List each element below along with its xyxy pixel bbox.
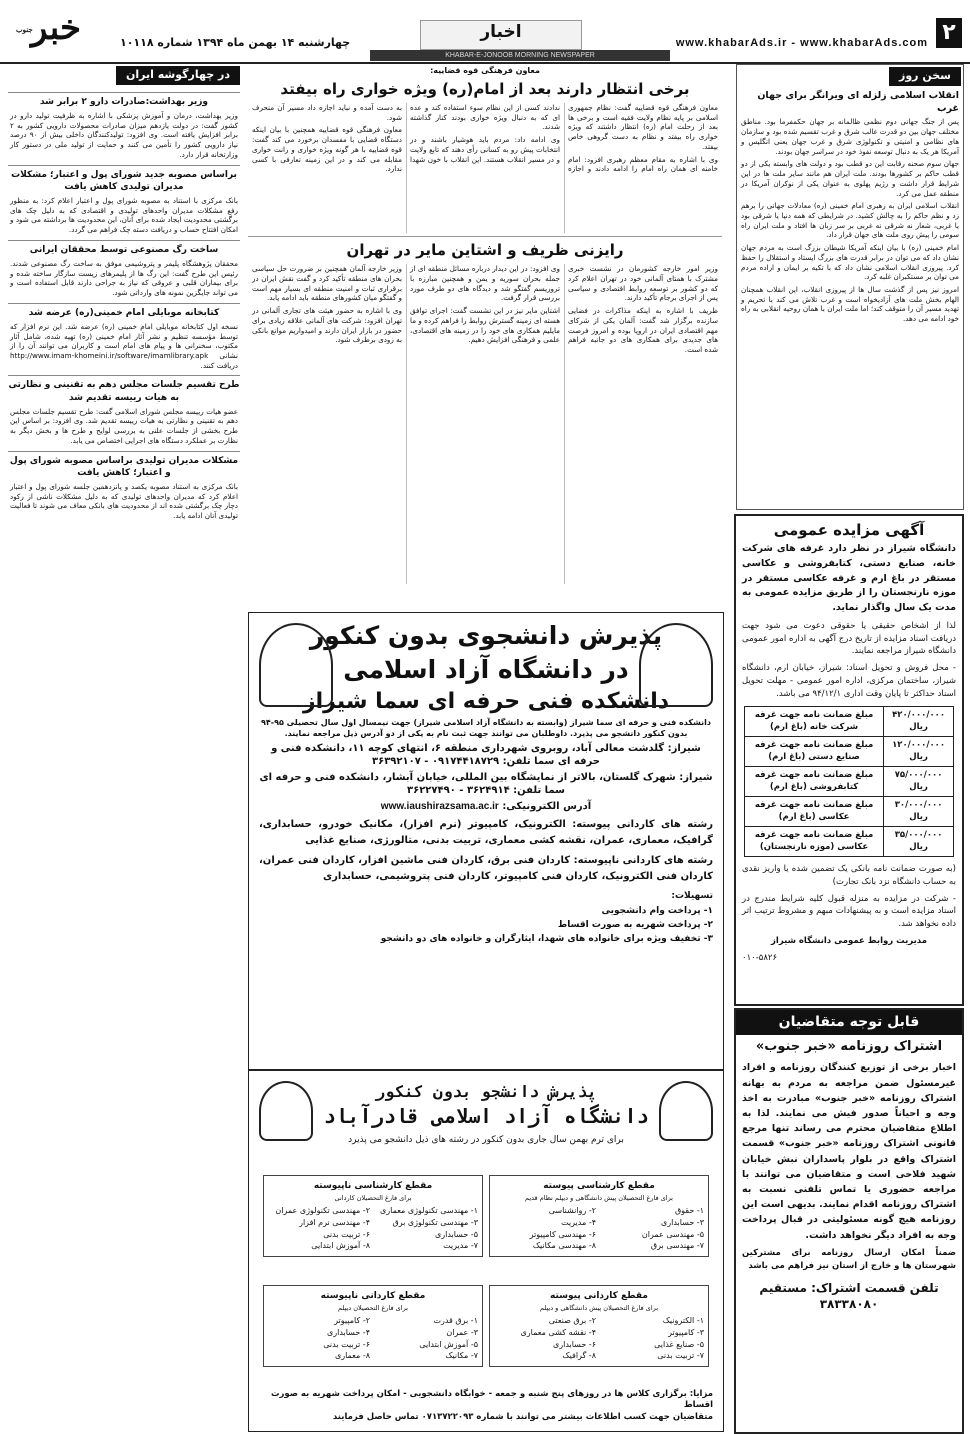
ad-perk: ۳- تخفیف ویژه برای خانواده های شهدا، ایثارگران و خانواده های دو دانشجو bbox=[380, 934, 713, 945]
main-article-headline: برخی انتظار دارند بعد از امام(ره) ویژه خواری راه بیفتد bbox=[280, 79, 690, 98]
main-news-column bbox=[248, 64, 722, 616]
program-item: ۶- تربیت بدنی bbox=[323, 1339, 370, 1349]
ad-fields: رشته های کاردانی پیوسته: الکترونیک، کامپیوتر (نرم افزار)، مکانیک خودرو، حسابداری، گرافیک، معماری، عمران، نقشه کشی معماری، تربیت بدنی، متالورژی، صنایع غذایی bbox=[259, 819, 713, 847]
auction-signature: مدیریت روابط عمومی دانشگاه شیراز bbox=[771, 935, 927, 946]
ad-footer bbox=[259, 1389, 713, 1423]
main-article-kicker: معاون فرهنگی قوه قضاییه: bbox=[430, 66, 540, 75]
program-item: ۸- آموزش ابتدایی bbox=[311, 1241, 370, 1251]
ad-title: دانشگاه آزاد اسلامی قادرآباد bbox=[323, 1103, 649, 1128]
editorial-body bbox=[737, 117, 963, 323]
fee-label: مبلغ ضمانت نامه جهت غرفه کتابفروشی (باغ ارم) bbox=[745, 767, 884, 797]
fee-value: ۴۲۰/۰۰۰/۰۰۰ ریال bbox=[884, 707, 954, 737]
main-article-paragraph: معاون فرهنگی قوه قضاییه گفت: نظام جمهوری اسلامی بر پایه نظام ولایت فقیه است و برخی ها بعد از رحلت امام (ره) انتظار داشتند که ویژه خواری راه بیفتد و نظام به دست گروهی خاص بیفتد. bbox=[568, 103, 718, 151]
ad-contact: متقاضیان جهت کسب اطلاعات بیشتر می توانند با شماره ۰۷۱۳۷۲۲۰۹۳ تماس حاصل فرمایند bbox=[332, 1411, 713, 1422]
program-item: ۵- مهندسی عمران bbox=[641, 1229, 704, 1239]
program-sub: برای فارغ التحصیلان دیپلم bbox=[338, 1304, 408, 1313]
editorial-headline: انقلاب اسلامی زلزله ای ویرانگر برای جهان غرب bbox=[757, 89, 959, 114]
second-article-headline: رایزنی ظریف و اشتاین مایر در تهران bbox=[346, 241, 624, 260]
program-title: مقطع کارشناسی پیوسته bbox=[543, 1181, 655, 1191]
program-item: ۳- مهندسی تکنولوژی برق bbox=[392, 1217, 478, 1227]
auction-body: دانشگاه شیراز در نظر دارد غرفه های شرکت خانه، صنایع دستی، کتابفروشی و عکاسی مستقر در باغ ارم و غرفه عکاسی مستقر در موزه نارنجستان را از طریق مزایده عمومی به مدت یک سال واگذار نماید. bbox=[742, 543, 956, 614]
auction-body: (به صورت ضمانت نامه بانکی یک تضمین شده یا واریز نقدی به حساب دانشگاه نزد بانک تجارت) bbox=[742, 864, 956, 887]
program-item: ۴- مهندسی نرم افزار bbox=[299, 1217, 370, 1227]
program-box bbox=[263, 1175, 483, 1257]
ad-website-url[interactable]: www.iaushirazsama.ac.ir bbox=[380, 800, 499, 812]
guarantee-table bbox=[744, 706, 954, 857]
program-item: ۱- مهندسی تکنولوژی معماری bbox=[380, 1205, 478, 1215]
editorial-paragraph: امروز نیز پس از گذشت سال ها از پیروزی انقلاب، این انقلاب همچنان الهام بخش ملت های آزادیخواه است و غرب تلاش می کند با تحریم و تهدید مسیر آن را متوقف کند؛ اما ملت ایران با همان روحیه انقلابی به راه خود ادامه می دهد. bbox=[741, 284, 959, 324]
second-article-paragraph: وی با اشاره به حضور هیئت های تجاری آلمانی در تهران افزود: شرکت های آلمانی علاقه زیادی برای حضور در بازار ایران دارند و امیدواریم موانع بانکی به زودی برطرف شود. bbox=[252, 306, 402, 345]
program-item: ۱- برق قدرت bbox=[433, 1315, 478, 1325]
editorial-paragraph: جهان سوم صحنه رقابت این دو قطب بود و دولت های وابسته یکی از دو قطب حاکم بر کشورها بودند. ملت ایران هم مانند سایر ملت ها در این شرایط قرار داشت و رژیم پهلوی به عنوان یکی از نوکران آمریکا در منطقه عمل می کرد. bbox=[741, 159, 959, 198]
table-row bbox=[745, 737, 954, 767]
ad-perks: مزایا: برگزاری کلاس ها در روزهای پنج شنبه و جمعه - خوابگاه دانشجویی - امکان پرداخت شهریه به صورت اقساط bbox=[270, 1388, 713, 1411]
program-item: ۸- گرافیک bbox=[562, 1351, 596, 1361]
page-header bbox=[0, 0, 970, 64]
fee-label: مبلغ ضمانت نامه جهت غرفه صنایع دستی (باغ ارم) bbox=[745, 737, 884, 767]
auction-title: آگهی مزایده عمومی bbox=[773, 521, 925, 539]
main-article-body bbox=[248, 103, 722, 233]
news-item-title: مشکلات مدیران تولیدی براساس مصوبه شورای پول و اعتبار؛ کاهش یافت bbox=[8, 451, 240, 479]
auction-code: ۰۱۰-۵۸۲۶ bbox=[742, 952, 778, 963]
ad-address: شیراز: گلدشت معالی آباد، روبروی شهرداری منطقه ۶، انتهای کوچه ۱۱، دانشکده فنی و حرفه ای سما تلفن: ۰۹۱۷۴۴۱۸۷۲۹ - ۳۶۳۹۲۱۰۷ bbox=[271, 742, 701, 768]
editorial-paragraph: انقلاب اسلامی ایران به رهبری امام خمینی (ره) معادلات جهانی را برهم زد و نظم حاکم را به چالش کشید. در شرایطی که همه دنیا یا شرقی بود یا غربی، شعار نه شرقی نه غربی بر سر زبان ها افتاد و ملت ایران راه سومی را پیش روی ملت های جهان قرار داد. bbox=[741, 201, 959, 240]
auction-body: - شرکت در مزایده به منزله قبول کلیه شرایط مندرج در اسناد مزایده است و به پیشنهادات مبهم و مشروط ترتیب اثر داده نخواهد شد. bbox=[742, 893, 956, 930]
editorial-badge: سخن روز bbox=[889, 67, 961, 86]
program-title: مقطع کاردانی پیوسته bbox=[550, 1291, 648, 1301]
ad-website-label: آدرس الکترونیکی: bbox=[502, 800, 592, 812]
qadirabad-admission-ad bbox=[248, 1070, 724, 1432]
ad-perk: ۱- پرداخت وام دانشجویی bbox=[601, 905, 713, 916]
main-article-paragraph: وی ادامه داد: مردم باید هوشیار باشند و در انتخابات پیش رو به کسانی رأی دهند که تابع ولایت و در مسیر انقلاب هستند. این انقلاب با خون شهدا به دست آمده و نباید اجازه داد مسیر آن منحرف شود. bbox=[252, 103, 560, 164]
second-article-paragraph: وی افزود: در این دیدار درباره مسائل منطقه ای از جمله بحران سوریه و یمن و همچنین مبارزه با تروریسم گفتگو شد و دیدگاه های دو طرف مورد بررسی قرار گرفت. bbox=[410, 264, 560, 303]
province-news-badge: در چهارگوشه ایران bbox=[116, 66, 240, 85]
program-item: ۶- مهندسی کامپیوتر bbox=[529, 1229, 596, 1239]
program-item: ۷- تربیت بدنی bbox=[657, 1351, 704, 1361]
program-box bbox=[489, 1285, 709, 1367]
main-article-paragraph: معاون فرهنگی قوه قضاییه همچنین با بیان اینکه دستگاه قضایی با مفسدان برخورد می کند گفت: قوه قضاییه با هر گونه ویژه خواری و رانت خواری مقابله می کند و در این زمینه تعارفی با کسی ندارد. bbox=[252, 125, 402, 174]
program-item: ۴- نقشه کشی معماری bbox=[520, 1327, 596, 1337]
program-sub: برای فارغ التحصیلان پیش دانشگاهی و دیپلم نظام قدیم bbox=[525, 1194, 673, 1203]
program-item: ۶- حسابداری bbox=[552, 1339, 596, 1349]
subscription-body: اخبار برخی از توزیع کنندگان روزنامه و افراد غیرمسئول ضمن مراجعه به مردم به بهانه اشتراک روزنامه «خبر جنوب» مبادرت به اخذ وجه و احیاناً صدور فیش می نمایند. لذا به اطلاع متقاضیان محترم می رساند تنها مرجع قانونی اشتراک روزنامه «خبر جنوب» قسمت اشتراک واقع در بلوار پاسداران نبش خیابان شهید فلاحی است و متقاضیان می توانند با مراجعه حضوری یا تماس تلفنی نسبت به اشتراک روزنامه اقدام نمایند. بدیهی است این روزنامه هیچ گونه مسئولیتی در قبال پرداخت وجه به افراد دیگر نخواهد داشت. bbox=[742, 1062, 956, 1241]
section-title: اخبار bbox=[420, 20, 582, 50]
news-item-text: بانک مرکزی با استناد به مصوبه شورای پول و اعتبار اعلام کرد: به منظور رفع مشکلات مدیران واحدهای تولیدی و اقتصادی که به دلیل چک های برگشتی محدودیت ایجاد شده برای آنان، این محدودیت ها برداشته می شود و امکان افتتاح حساب و دریافت دسته چک فراهم می گردد. bbox=[10, 195, 238, 235]
news-item-title: کتابخانه موبایلی امام خمینی(ره) عرضه شد bbox=[8, 303, 240, 319]
program-item: ۲- کامپیوتر bbox=[334, 1315, 370, 1325]
program-item: ۲- برق صنعتی bbox=[548, 1315, 596, 1325]
fee-value: ۱۲۰/۰۰۰/۰۰۰ ریال bbox=[884, 737, 954, 767]
ad-fields: رشته های کاردانی ناپیوسته: کاردان فنی برق، کاردان فنی ماشین افزار، کاردان فنی عمران، کاردان فنی الکترونیک، کاردان فنی کامپیوتر، کاردان فنی پتروشیمی، حسابداری bbox=[259, 855, 713, 883]
program-item: ۷- مهندسی برق bbox=[650, 1241, 704, 1251]
ad-intro: دانشکده فنی و حرفه ای سما شیراز (وابسته به دانشگاه آزاد اسلامی شیراز) جهت نیمسال اول سال تحصیلی ۹۵-۹۴ بدون کنکور دانشجو می پذیرد. داوطلبان می توانند جهت ثبت نام به یکی از دو آدرس ذیل مراجعه نمایند. bbox=[260, 718, 712, 738]
subscription-notice-ad bbox=[734, 1008, 964, 1434]
table-row bbox=[745, 797, 954, 827]
auction-notice-ad bbox=[734, 514, 964, 1006]
auction-body: - محل فروش و تحویل اسناد: شیراز، خیابان ارم، دانشگاه شیراز، ساختمان مرکزی، اداره امور عمومی - مهلت تحویل اسناد حداکثر تا پایان وقت اداری ۹۴/۱۲/۱ می باشد. bbox=[742, 663, 956, 699]
ad-title: پذیرش دانشجوی بدون کنکور bbox=[309, 621, 663, 650]
program-box bbox=[263, 1285, 483, 1367]
news-item-title: براساس مصوبه جدید شورای پول و اعتبار؛ مشکلات مدیران تولیدی کاهش یافت bbox=[8, 165, 240, 193]
ad-subtitle: برای ترم بهمن سال جاری بدون کنکور در رشته های ذیل دانشجو می پذیرد bbox=[348, 1134, 624, 1145]
second-article-paragraph: ظریف با اشاره به اینکه مذاکرات در فضایی سازنده برگزار شد گفت: آلمان یکی از شرکای مهم اقتصادی ایران در اروپا بوده و امروز فرصت های جدیدی برای همکاری های دو جانبه فراهم شده است. bbox=[568, 306, 718, 355]
news-item-text: عضو هیات رییسه مجلس شورای اسلامی گفت: طرح تقسیم جلسات مجلس دهم به تقنینی و نظارتی به هیات رییسه تقدیم شد. وی افزود: بر اساس این طرح بخشی از جلسات علنی به بررسی لوایح و طرح ها و بخش دیگر به نظارت بر عملکرد دستگاه های اجرایی اختصاص می یابد. bbox=[10, 406, 238, 445]
issue-date: چهارشنبه ۱۴ بهمن ماه ۱۳۹۴ شماره ۱۰۱۱۸ bbox=[120, 36, 351, 49]
program-item: ۳- حسابداری bbox=[660, 1217, 704, 1227]
university-emblem-icon bbox=[639, 623, 713, 707]
program-item: ۸- مهندسی مکانیک bbox=[532, 1241, 596, 1251]
second-article-paragraph: اشتاین مایر نیز در این نشست گفت: اجرای توافق هسته ای زمینه گسترش روابط را فراهم کرده و ما مایلیم همکاری های خود را در زمینه های اقتصادی، علمی و فرهنگی افزایش دهیم. bbox=[410, 306, 560, 345]
news-item-text: وزیر بهداشت، درمان و آموزش پزشکی با اشاره به ظرفیت تولید دارو در کشور گفت: در دولت یازدهم میزان صادرات محصولات دارویی کشور به ۲ برابر افزایش یافته است. وی افزود: تولیدکنندگان داخلی بیش از ۹۰ درصد نیاز دارویی کشور را تأمین می کنند و حمایت از تولید ملی در دستور کار وزارتخانه قرار دارد. bbox=[10, 110, 238, 159]
university-admission-ad bbox=[248, 612, 724, 1070]
program-item: ۴- حسابداری bbox=[326, 1327, 370, 1337]
ad-title: دانشکده فنی حرفه ای سما شیراز bbox=[302, 688, 670, 714]
ad-title: پذیرش دانشجو بدون کنکور bbox=[375, 1082, 597, 1101]
program-item: ۱- حقوق bbox=[674, 1205, 704, 1215]
program-title: مقطع کاردانی ناپیوسته bbox=[320, 1291, 426, 1301]
fee-label: مبلغ ضمانت نامه جهت غرفه عکاسی (باغ ارم) bbox=[745, 797, 884, 827]
fee-value: ۳۰/۰۰۰/۰۰۰ ریال bbox=[884, 797, 954, 827]
news-item-title: طرح تقسیم جلسات مجلس دهم به تقنینی و نظارتی به هیات رییسه تقدیم شد bbox=[8, 375, 240, 403]
fee-value: ۳۵/۰۰۰/۰۰۰ ریال bbox=[884, 827, 954, 857]
program-title: مقطع کارشناسی ناپیوسته bbox=[313, 1181, 433, 1191]
article-divider bbox=[248, 236, 722, 237]
ad-title: در دانشگاه آزاد اسلامی bbox=[343, 654, 629, 684]
program-item: ۴- مدیریت bbox=[561, 1217, 596, 1227]
university-emblem-icon bbox=[259, 623, 333, 707]
editorial-column bbox=[736, 64, 964, 510]
program-item: ۵- آموزش ابتدایی bbox=[419, 1339, 478, 1349]
newspaper-logo bbox=[6, 6, 106, 50]
second-article-paragraph: وزیر خارجه آلمان همچنین بر ضرورت حل سیاسی بحران های منطقه تأکید کرد و گفت نقش ایران در برقراری ثبات و امنیت منطقه ای بسیار مهم است و گفتگو میان کشورهای منطقه باید ادامه یابد. bbox=[252, 264, 402, 303]
program-item: ۸- معماری bbox=[334, 1351, 370, 1361]
subscription-note: ضمناً امکان ارسال روزنامه برای مشترکین شهرستان ها و خارج از استان نیز فراهم می باشد bbox=[742, 1247, 956, 1272]
program-item: ۱- الکترونیک bbox=[662, 1315, 704, 1325]
university-emblem-icon bbox=[659, 1081, 713, 1141]
news-item-text: بانک مرکزی به استناد مصوبه یکصد و پانزدهمین جلسه شورای پول و اعتبار اعلام کرد که مدیران واحدهای تولیدی که به دلیل مشکلات ناشی از رکود دچار چک برگشتی شده اند از محدودیت های بانکی معاف می شوند تا فعالیت تولیدی آنان ادامه یابد. bbox=[10, 481, 238, 521]
program-item: ۵- حسابداری bbox=[434, 1229, 478, 1239]
ad-perks bbox=[259, 889, 713, 947]
program-item: ۵- صنایع غذایی bbox=[654, 1339, 704, 1349]
auction-body: لذا از اشخاص حقیقی یا حقوقی دعوت می شود جهت دریافت اسناد مزایده از تاریخ درج آگهی به اداره امور عمومی دانشگاه شیراز مراجعه نمایند. bbox=[742, 620, 956, 657]
program-item: ۶- تربیت بدنی bbox=[323, 1229, 370, 1239]
program-item: ۷- مکانیک bbox=[445, 1351, 478, 1361]
ad-website bbox=[257, 800, 715, 814]
table-row bbox=[745, 827, 954, 857]
fee-label: مبلغ ضمانت نامه جهت غرفه شرکت خانه (باغ ارم) bbox=[745, 707, 884, 737]
program-item: ۲- روانشناسی bbox=[548, 1205, 596, 1215]
table-row bbox=[745, 707, 954, 737]
ad-perk: ۲- پرداخت شهریه به صورت اقساط bbox=[557, 920, 713, 931]
program-item: ۳- کامپیوتر bbox=[668, 1327, 704, 1337]
fee-label: مبلغ ضمانت نامه جهت غرفه عکاسی (موزه نارنجستان) bbox=[745, 827, 884, 857]
news-item-title: ساخت رگ مصنوعی توسط محققان ایرانی bbox=[8, 240, 240, 256]
second-article-paragraph: وزیر امور خارجه کشورمان در نشست خبری مشترک با همتای آلمانی خود در تهران اعلام کرد که دو کشور بر توسعه روابط اقتصادی و سیاسی پس از اجرای برجام تأکید دارند. bbox=[568, 264, 718, 303]
subscription-phone: تلفن قسمت اشتراک: مستقیم ۳۸۳۳۸۰۸۰ bbox=[759, 1280, 939, 1312]
editorial-paragraph: پس از جنگ جهانی دوم نظمی ظالمانه بر جهان حکمفرما بود. مناطق مختلف جهان بین دو قدرت غالب شرق و غرب تقسیم شده بود و سازمان های نظامی و امنیتی و تکنولوژی شرق و غرب جهان یعنی انگلیس و آمریکا هر یک به دنبال توسعه نفوذ خود در سراسر جهان بودند. bbox=[741, 117, 959, 156]
program-item: ۲- مهندسی تکنولوژی عمران bbox=[275, 1205, 370, 1215]
ad-perks-label: تسهیلات: bbox=[671, 891, 713, 902]
subscription-title: اشتراک روزنامه «خبر جنوب» bbox=[755, 1038, 943, 1054]
news-item-text: نسخه اول کتابخانه موبایلی امام خمینی (ره) عرضه شد. این نرم افزار که توسط مؤسسه تنظیم و نشر آثار امام خمینی (ره) تهیه شده، شامل آثار مکتوب، سخنرانی ها و پیام های امام است و کاربران می توانند آن را از نشانی http://www.imam-khomeini.ir/software/imamlibrary.apk دریافت کنند. bbox=[10, 321, 238, 370]
main-article-paragraph: وی با اشاره به مقام معظم رهبری افزود: امام خامنه ای همان راه امام را ادامه دادند و اجازه ندادند کسی از این نظام سوء استفاده کند و عده ای که به دنبال ویژه خواری بودند کنار گذاشته شدند. bbox=[410, 103, 718, 174]
masthead-banner: KHABAR-E-JONOOB MORNING NEWSPAPER bbox=[370, 50, 670, 61]
news-item-title: وزیر بهداشت:صادرات دارو ۲ برابر شد bbox=[8, 92, 240, 108]
program-sub: برای فارغ التحصیلان کاردانی bbox=[334, 1194, 412, 1203]
editorial-paragraph: امام خمینی (ره) با بیان اینکه آمریکا شیطان بزرگ است به مردم جهان نشان داد که می توان در برابر قدرت های بزرگ ایستاد و استقلال را حفظ کرد. پیروزی انقلاب اسلامی نشان داد که با تکیه بر ایمان و اراده مردم می توان بر مستکبران غلبه کرد. bbox=[741, 243, 959, 282]
table-row bbox=[745, 767, 954, 797]
logo-text: خبر bbox=[30, 8, 82, 48]
subscription-title: قابل توجه متقاضیان bbox=[736, 1010, 962, 1035]
page-number: ۲ bbox=[936, 18, 962, 48]
program-box bbox=[489, 1175, 709, 1257]
logo-sub: جنوب bbox=[16, 25, 33, 34]
university-emblem-icon bbox=[259, 1081, 313, 1141]
fee-value: ۷۵/۰۰۰/۰۰۰ ریال bbox=[884, 767, 954, 797]
province-news-column bbox=[6, 64, 242, 1430]
site-url[interactable]: www.khabarAds.ir - www.khabarAds.com bbox=[675, 37, 928, 49]
program-item: ۷- مدیریت bbox=[443, 1241, 478, 1251]
program-sub: برای فارغ التحصیلان پیش دانشگاهی و دیپلم bbox=[539, 1304, 659, 1313]
second-article-body bbox=[248, 264, 722, 584]
program-item: ۳- عمران bbox=[446, 1327, 478, 1337]
ad-address: شیراز: شهرک گلستان، بالاتر از نمایشگاه بین المللی، خیابان آبشار، دانشکده فنی و حرفه ای سما تلفن: ۳۶۲۴۹۱۴ - ۳۶۲۲۷۴۹۰ bbox=[259, 771, 713, 797]
news-item-text: محققان پژوهشگاه پلیمر و پتروشیمی موفق به ساخت رگ مصنوعی شدند. رئیس این طرح گفت: این رگ ها از پلیمرهای زیست سازگار ساخته شده و برای بیماران قلبی و عروقی که نیاز به جراحی دارند قابل استفاده است و می تواند جایگزین نمونه های وارداتی شود. bbox=[10, 258, 238, 298]
